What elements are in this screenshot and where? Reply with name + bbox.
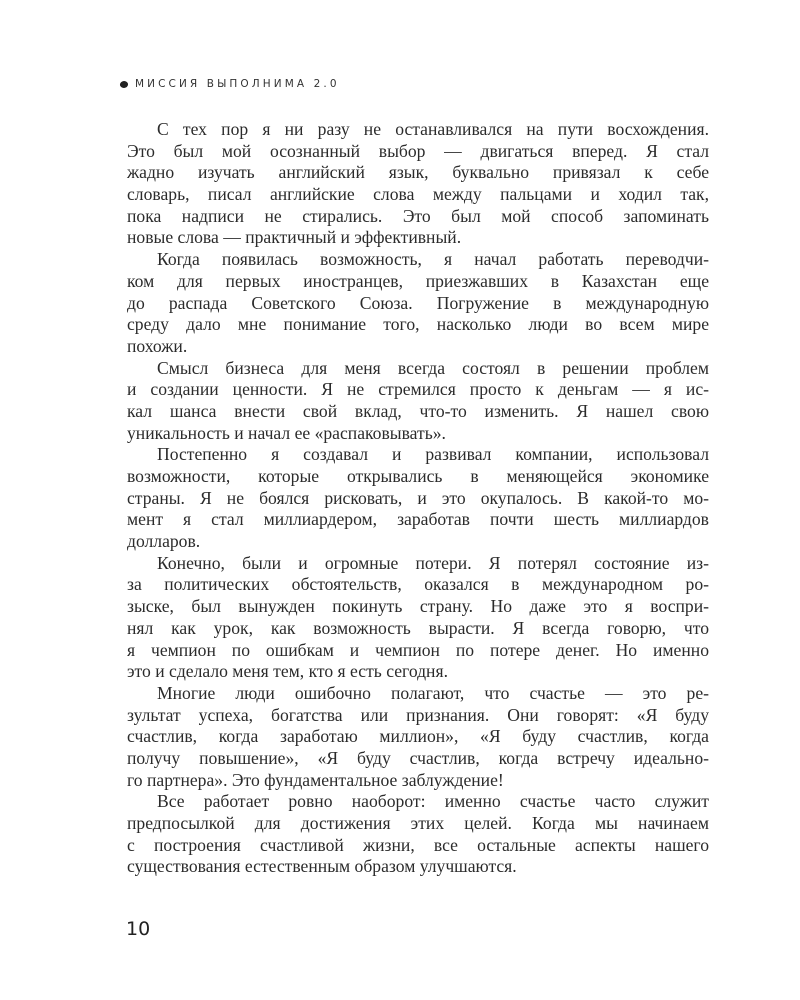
text-line: С тех пор я ни разу не останавливался на пути восхождения. xyxy=(157,119,709,139)
text-line: мент я стал миллиардером, заработав почти шесть миллиардов xyxy=(127,509,709,530)
text-line: кал шанса внести свой вклад, что-то изменить. Я нашел свою xyxy=(127,400,709,421)
text-line: зыске, был вынужден покинуть страну. Но даже это я воспри- xyxy=(127,596,709,617)
running-title: МИССИЯ ВЫПОЛНИМА 2.0 xyxy=(135,78,340,90)
text-line: предпосылкой для достижения этих целей. Когда мы начинаем xyxy=(127,813,709,833)
text-line: Смысл бизнеса для меня всегда состоял в решении проблем xyxy=(157,357,709,378)
text-line: за политических обстоятельств, оказался в международном ро- xyxy=(127,574,709,595)
text-line: Когда появилась возможность, я начал работать переводчи- xyxy=(157,249,709,270)
text-line: с построения счастливой жизни, все остальные аспекты нашего xyxy=(127,834,709,855)
text-line: Все работает ровно наоборот: именно счастье часто служит xyxy=(157,791,709,812)
text-line: Многие люди ошибочно полагают, что счастье — это ре- xyxy=(157,682,709,703)
text-line: го партнера». Это фундаментальное заблуждение! xyxy=(127,769,504,790)
text-line: Постепенно я создавал и развивал компании, использовал xyxy=(157,444,709,465)
paragraph xyxy=(127,683,709,791)
text-line: я чемпион по ошибкам и чемпион по потере денег. Но именно xyxy=(127,639,709,660)
text-line: получу повышение», «Я буду счастлив, когда встречу идеально- xyxy=(127,747,709,768)
text-line: страны. Я не боялся рисковать, и это окупалось. В какой-то мо- xyxy=(127,487,709,508)
paragraph xyxy=(127,791,709,878)
paragraph xyxy=(127,249,709,357)
page-number: 10 xyxy=(126,918,151,940)
text-line: жадно изучать английский язык, буквально привязал к себе xyxy=(127,162,709,183)
paragraph xyxy=(127,358,709,445)
text-line: Это был мой осознанный выбор — двигаться вперед. Я стал xyxy=(127,140,709,161)
body-text xyxy=(127,119,709,878)
text-line: похожи. xyxy=(127,335,188,356)
running-header xyxy=(120,78,340,90)
text-line: уникальность и начал ее «распаковывать». xyxy=(127,422,446,443)
text-line: словарь, писал английские слова между пальцами и ходил так, xyxy=(127,184,709,205)
text-line: счастлив, когда заработаю миллион», «Я буду счастлив, когда xyxy=(127,726,709,747)
text-line: среду дало мне понимание того, насколько люди во всем мире xyxy=(127,314,709,335)
text-line: и создании ценности. Я не стремился просто к деньгам — я ис- xyxy=(127,379,709,400)
text-line: нял как урок, как возможность вырасти. Я всегда говорю, что xyxy=(127,617,709,638)
paragraph xyxy=(127,553,709,683)
text-line: существования естественным образом улучшаются. xyxy=(127,856,517,877)
text-line: до распада Советского Союза. Погружение в международную xyxy=(127,292,709,313)
bullet-icon xyxy=(119,79,129,89)
paragraph xyxy=(127,444,709,552)
text-line: пока надписи не стирались. Это был мой способ запоминать xyxy=(127,205,709,226)
text-line: зультат успеха, богатства или признания. Они говорят: «Я буду xyxy=(127,704,709,725)
text-line: возможности, которые открывались в меняющейся экономике xyxy=(127,466,709,486)
paragraph xyxy=(127,119,709,249)
text-line: новые слова — практичный и эффективный. xyxy=(127,227,462,248)
text-line: ком для первых иностранцев, приезжавших в Казахстан еще xyxy=(127,270,709,291)
text-line: долларов. xyxy=(127,531,201,552)
text-line: это и сделало меня тем, кто я есть сегодня. xyxy=(127,661,448,682)
text-line: Конечно, были и огромные потери. Я потерял состояние из- xyxy=(157,552,709,573)
